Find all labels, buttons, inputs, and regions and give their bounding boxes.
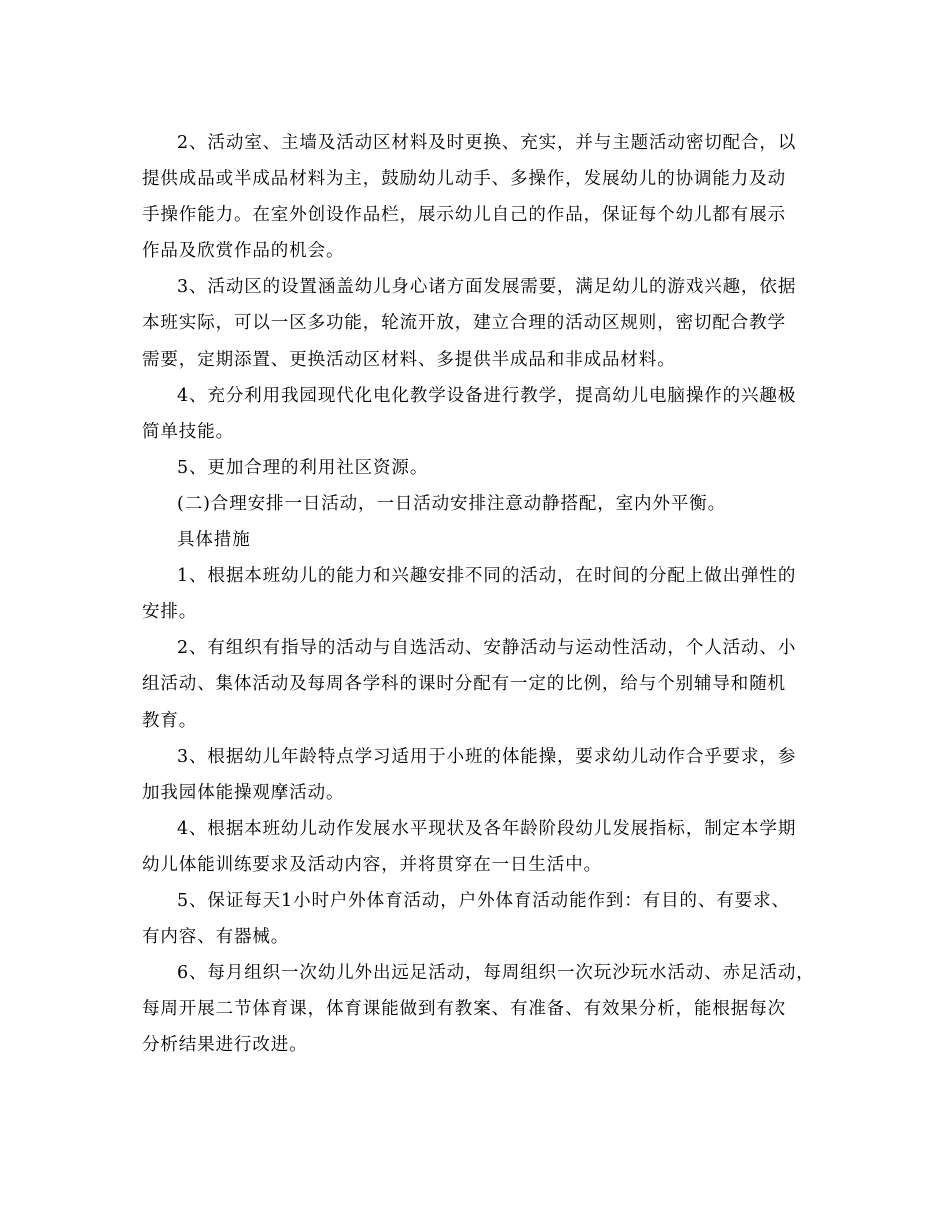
text-line: 手操作能力。在室外创设作品栏，展示幼儿自己的作品，保证每个幼儿都有展示: [142, 205, 786, 226]
section-heading: (二)合理安排一日活动，一日活动安排注意动静搭配，室内外平衡。: [177, 493, 727, 514]
text-line: 2、有组织有指导的活动与自选活动、安静活动与运动性活动，个人活动、小: [177, 638, 797, 659]
text-line: 2、活动室、主墙及活动区材料及时更换、充实，并与主题活动密切配合，以: [177, 133, 797, 153]
text-line: 组活动、集体活动及每周各学科的课时分配有一定的比例，给与个别辅导和随机: [142, 674, 786, 695]
text-line: 提供成品或半成品材料为主，鼓励幼儿动手、多操作，发展幼儿的协调能力及动: [142, 169, 786, 190]
text-line: 有内容、有器械。: [142, 927, 290, 948]
text-line: 幼儿体能训练要求及活动内容，并将贯穿在一日生活中。: [142, 854, 602, 875]
text-line: 作品及欣赏作品的机会。: [142, 241, 345, 262]
text-line: 4、根据本班幼儿动作发展水平现状及各年龄阶段幼儿发展指标，制定本学期: [177, 818, 797, 839]
text-line: 教育。: [142, 710, 198, 731]
text-line: 5、更加合理的利用社区资源。: [177, 457, 429, 478]
text-line: 简单技能。: [142, 421, 234, 442]
text-line: 6、每月组织一次幼儿外出远足活动，每周组织一次玩沙玩水活动、赤足活动，: [177, 963, 815, 984]
subsection-heading: 具体措施: [177, 530, 251, 551]
text-line: 加我园体能操观摩活动。: [142, 782, 345, 803]
text-line: 5、保证每天1小时户外体育活动，户外体育活动能作到：有目的、有要求、: [177, 890, 790, 911]
text-line: 需要，定期添置、更换活动区材料、多提供半成品和非成品材料。: [142, 349, 676, 370]
text-line: 安排。: [142, 602, 198, 623]
text-line: 3、活动区的设置涵盖幼儿身心诸方面发展需要，满足幼儿的游戏兴趣，依据: [177, 277, 797, 298]
document-body: [142, 125, 815, 1063]
text-line: 本班实际，可以一区多功能，轮流开放，建立合理的活动区规则，密切配合教学: [142, 313, 786, 334]
text-line: 4、充分利用我园现代化电化教学设备进行教学，提高幼儿电脑操作的兴趣极: [177, 385, 797, 406]
text-line: 3、根据幼儿年龄特点学习适用于小班的体能操，要求幼儿动作合乎要求，参: [177, 746, 797, 767]
text-line: 分析结果进行改进。: [142, 1035, 308, 1056]
text-line: 每周开展二节体育课，体育课能做到有教案、有准备、有效果分析，能根据每次: [142, 999, 786, 1020]
text-line: 1、根据本班幼儿的能力和兴趣安排不同的活动，在时间的分配上做出弹性的: [177, 566, 797, 587]
